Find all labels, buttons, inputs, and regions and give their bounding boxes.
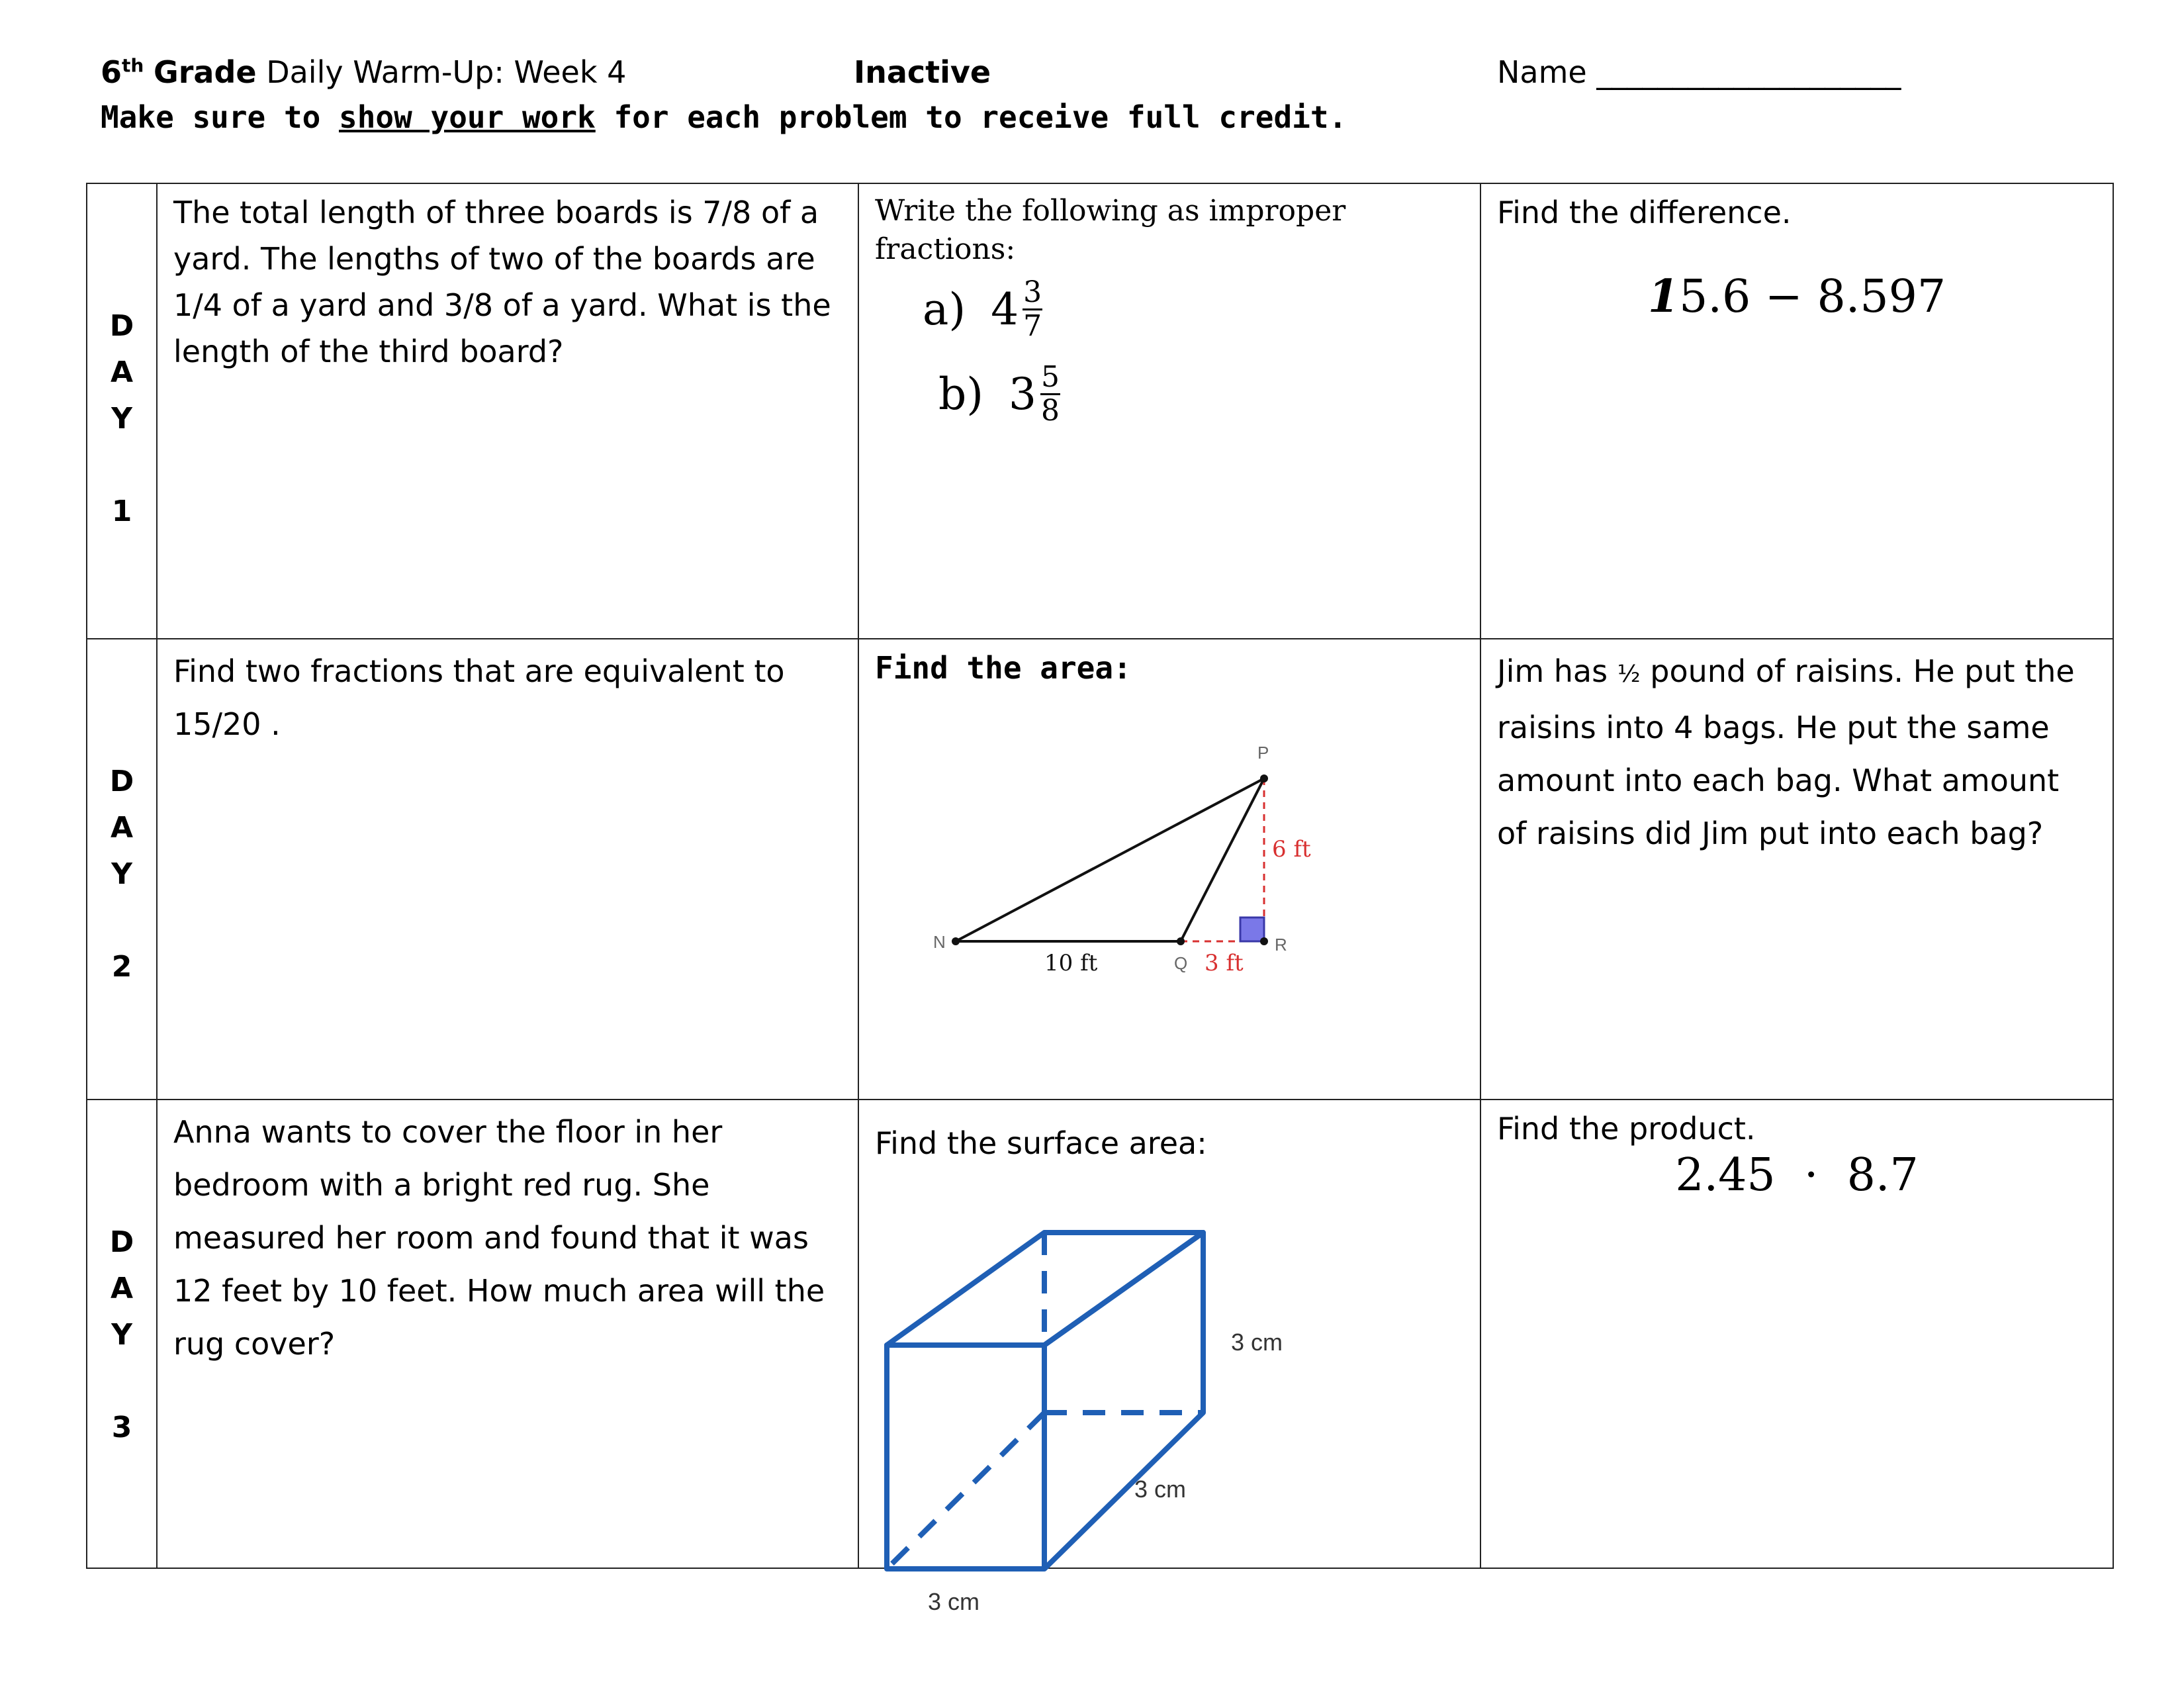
day-row-1 — [87, 183, 2113, 639]
day-row-2 — [87, 639, 2113, 1100]
cube-diagram — [879, 1173, 1316, 1615]
name-field[interactable]: Name ____________________ — [1497, 54, 1901, 90]
day3-problem-1[interactable]: Anna wants to cover the floor in her bedroom with a bright red rug. She measured her room and found that it was 12 feet by 10 feet. How much area will the rug cover? — [157, 1100, 858, 1568]
day3-problem-3[interactable]: Find the product. 2.45 · 8.7 — [1480, 1100, 2113, 1568]
mixed-number-b: b) 3 $\frac{5}{8}$ — [938, 360, 1060, 428]
label-width-cm: 3 cm — [928, 1588, 980, 1615]
day2-problem-2[interactable]: Find the area: P N Q R 10 ft 3 ft 6 ft — [858, 639, 1480, 1100]
vertex-p — [1260, 774, 1268, 782]
instructions: Make sure to show your work for each problem to receive full credit. — [101, 99, 1347, 135]
mixed-number-a: a) 4 $\frac{3}{7}$ — [923, 275, 1042, 343]
label-height-cm: 3 cm — [1231, 1329, 1283, 1356]
label-n: N — [933, 932, 946, 952]
day1-problem-3[interactable]: Find the difference. 15.6 − 8.597 — [1480, 183, 2113, 639]
difference-expression: 15.6 − 8.597 — [1647, 270, 1946, 323]
right-edges — [1044, 1233, 1203, 1569]
instructions-emphasis: show your work — [339, 99, 596, 135]
label-base: 10 ft — [1044, 950, 1098, 976]
title-rest: Daily Warm-Up: Week 4 — [256, 54, 627, 90]
day3-problem-2[interactable]: Find the surface area: 3 cm 3 cm 3 cm — [858, 1100, 1480, 1568]
triangle-diagram — [892, 692, 1355, 984]
day2-problem-1[interactable]: Find two fractions that are equivalent to 15/20 . — [157, 639, 858, 1100]
label-q: Q — [1174, 953, 1188, 973]
label-r: R — [1275, 935, 1287, 955]
day-label-2: D A Y 2 — [87, 639, 157, 1100]
side-np — [956, 778, 1264, 941]
vertex-q — [1177, 937, 1185, 945]
label-ext: 3 ft — [1205, 950, 1244, 976]
day1-problem-2[interactable]: Write the following as improper fractions: a) 4 $\frac{3}{7}$ b) 3 $\frac{5}{8}$ — [858, 183, 1480, 639]
right-angle-marker — [1240, 917, 1264, 941]
day1-problem-1[interactable]: The total length of three boards is 7/8 of a yard. The lengths of two of the boards are 1/4 of a yard and 3/8 of a yard. What is the length of the third board? — [157, 183, 858, 639]
worksheet-title — [101, 54, 626, 90]
day-label-3: D A Y 3 — [87, 1100, 157, 1568]
grade-number: 6 — [101, 54, 122, 90]
vertex-n — [952, 937, 960, 945]
label-depth-cm: 3 cm — [1134, 1476, 1187, 1503]
grade-word: Grade — [153, 54, 257, 90]
status-label: Inactive — [854, 54, 991, 90]
label-p: P — [1257, 743, 1269, 763]
grade-suffix: th — [122, 54, 144, 77]
front-face — [887, 1345, 1044, 1569]
day-row-3 — [87, 1100, 2113, 1568]
day-label-1: D A Y 1 — [87, 183, 157, 639]
vertex-r — [1260, 937, 1268, 945]
day2-problem-3[interactable]: Jim has ½ pound of raisins. He put the raisins into 4 bags. He put the same amount into each bag. What amount of raisins did Jim put into each bag? — [1480, 639, 2113, 1100]
hidden-diagonal — [887, 1413, 1044, 1569]
label-height: 6 ft — [1272, 836, 1311, 863]
product-expression: 2.45 · 8.7 — [1675, 1149, 1919, 1201]
warmup-grid — [86, 183, 2114, 1615]
